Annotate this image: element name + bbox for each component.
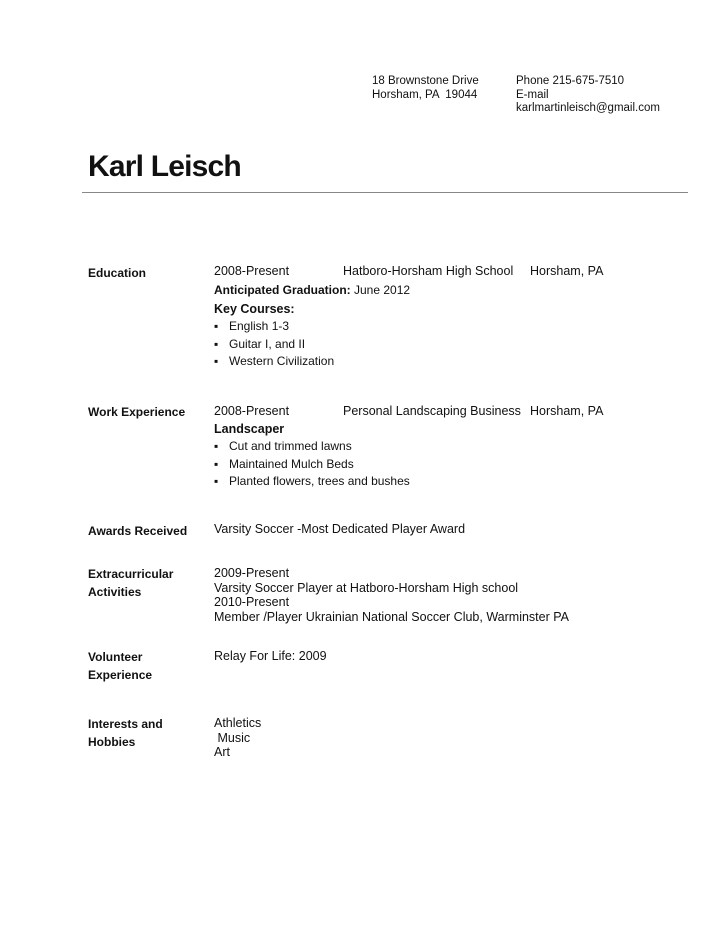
awards-heading: Awards Received bbox=[88, 524, 188, 538]
work-location: Horsham, PA bbox=[530, 404, 604, 418]
heading-line: Activities bbox=[88, 585, 142, 599]
heading-line: Experience bbox=[88, 668, 153, 682]
graduation-label: Anticipated Graduation: bbox=[214, 283, 351, 297]
detail-line: 2010-Present bbox=[214, 595, 290, 609]
heading-line: Extracurricular bbox=[88, 567, 174, 581]
list-item: ▪ Cut and trimmed lawns bbox=[214, 438, 410, 456]
list-item: Athletics bbox=[214, 716, 262, 730]
detail-line: Member /Player Ukrainian National Soccer Club, Warminster PA bbox=[214, 609, 569, 624]
education-heading: Education bbox=[88, 266, 147, 280]
list-item: Music bbox=[214, 730, 251, 745]
education-dates: 2008-Present bbox=[214, 264, 290, 278]
heading-line: Volunteer bbox=[88, 650, 143, 664]
volunteer-text: Relay For Life: 2009 bbox=[214, 649, 327, 663]
extracurricular-details bbox=[214, 566, 569, 624]
detail-line: Varsity Soccer Player at Hatboro-Horsham High school bbox=[214, 580, 519, 595]
list-item: ▪ Planted flowers, trees and bushes bbox=[214, 473, 410, 491]
courses-list bbox=[214, 318, 334, 371]
education-location: Horsham, PA bbox=[530, 264, 604, 278]
list-item: ▪ English 1-3 bbox=[214, 318, 334, 336]
key-courses-label: Key Courses: bbox=[214, 302, 295, 316]
address-line-2: Horsham, PA 19044 bbox=[372, 88, 478, 101]
work-dates: 2008-Present bbox=[214, 404, 290, 418]
work-heading: Work Experience bbox=[88, 405, 186, 419]
anticipated-graduation bbox=[214, 283, 410, 298]
email-address[interactable]: karlmartinleisch@gmail.com bbox=[516, 102, 660, 114]
duties-list bbox=[214, 438, 410, 491]
address-line-1: 18 Brownstone Drive bbox=[372, 75, 479, 87]
detail-line: 2009-Present bbox=[214, 566, 290, 580]
address-block bbox=[372, 75, 479, 102]
list-item: ▪ Guitar I, and II bbox=[214, 336, 334, 354]
list-item: ▪ Maintained Mulch Beds bbox=[214, 456, 410, 474]
resume-name: Karl Leisch bbox=[88, 150, 241, 183]
heading-line: Interests and bbox=[88, 717, 163, 731]
education-school: Hatboro-Horsham High School bbox=[343, 264, 514, 278]
work-employer: Personal Landscaping Business bbox=[343, 404, 521, 418]
phone-number: Phone 215-675-7510 bbox=[516, 75, 625, 87]
graduation-date: June 2012 bbox=[350, 283, 411, 297]
contact-block bbox=[516, 75, 660, 116]
list-item: ▪ Western Civilization bbox=[214, 353, 334, 371]
header-divider bbox=[82, 192, 688, 193]
interests-heading bbox=[88, 715, 163, 751]
list-item: Art bbox=[214, 745, 230, 759]
volunteer-heading bbox=[88, 648, 152, 684]
extracurricular-heading bbox=[88, 565, 173, 601]
awards-text: Varsity Soccer -Most Dedicated Player Award bbox=[214, 522, 466, 536]
job-title: Landscaper bbox=[214, 422, 285, 436]
heading-line: Hobbies bbox=[88, 735, 136, 749]
interests-list bbox=[214, 716, 261, 760]
email-label: E-mail bbox=[516, 88, 549, 101]
